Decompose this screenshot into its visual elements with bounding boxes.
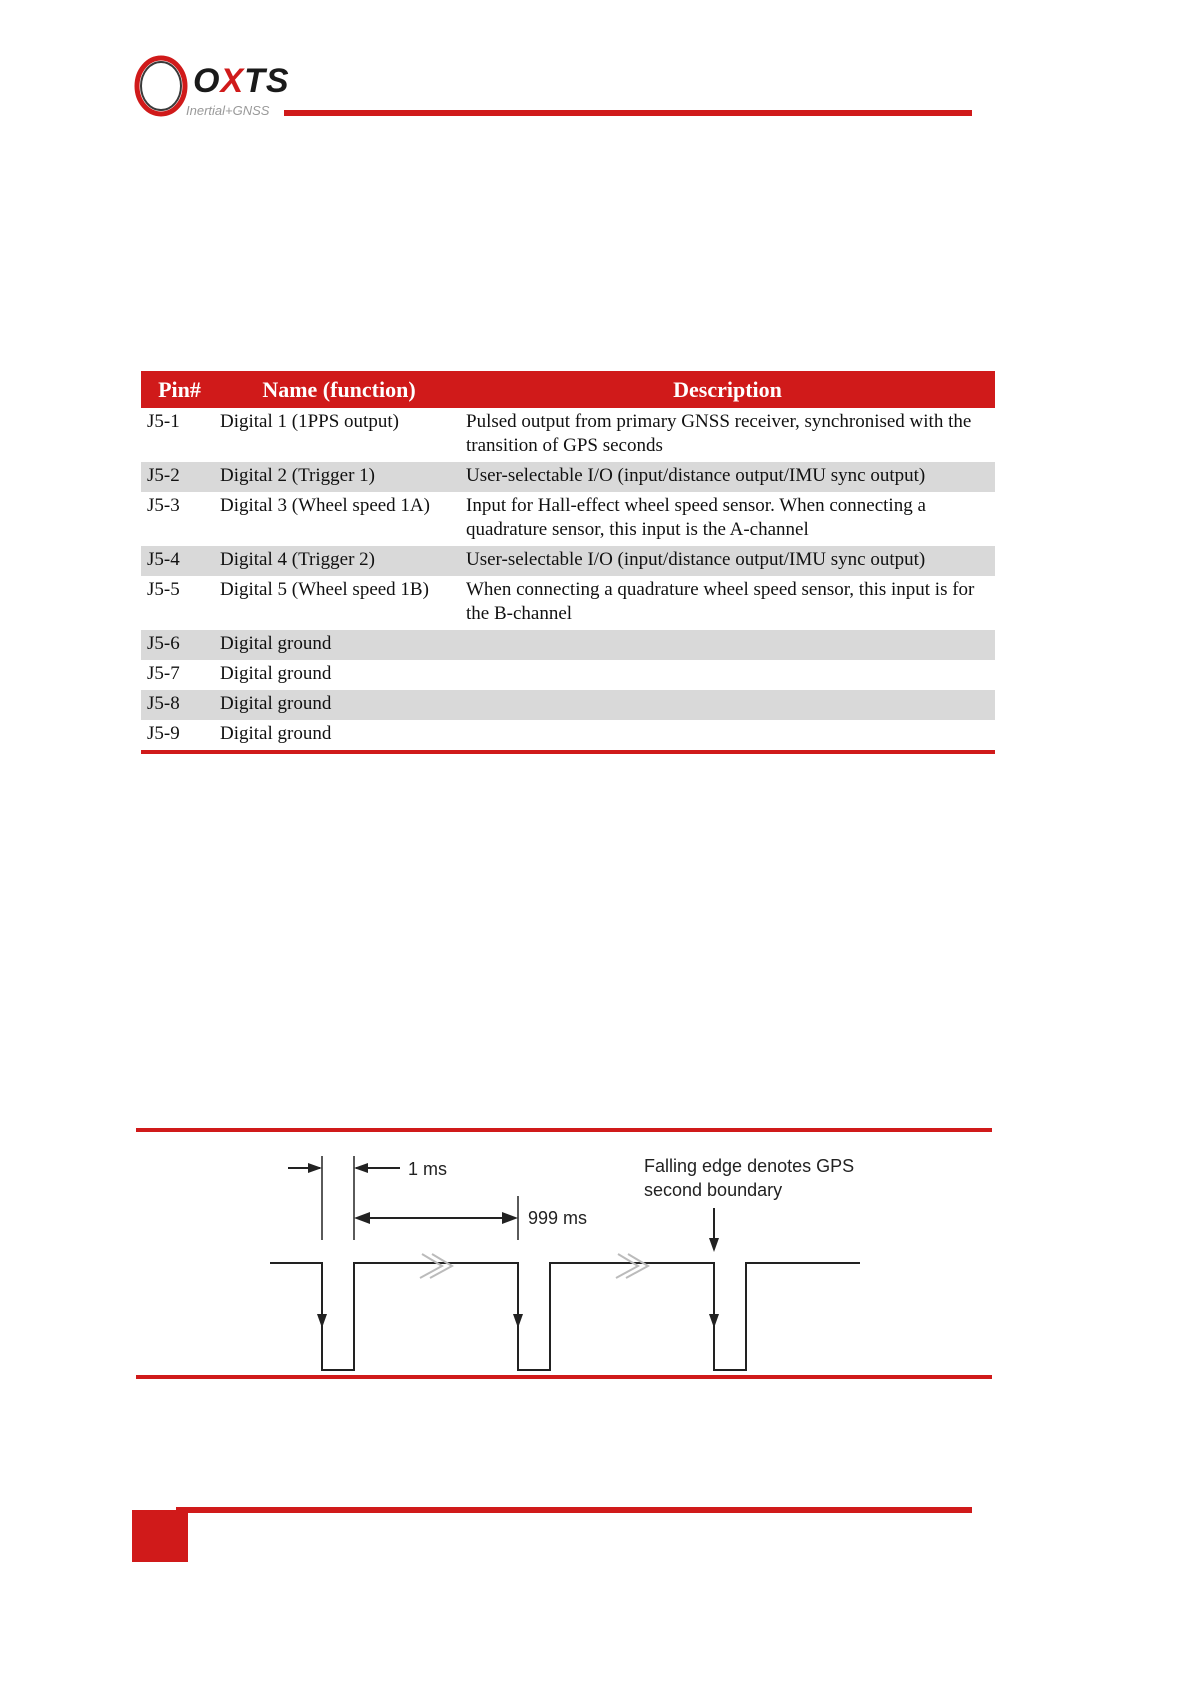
footer-page-block xyxy=(132,1510,188,1562)
cell-name: Digital ground xyxy=(218,690,460,720)
oxts-logo xyxy=(131,52,291,122)
falling-edge-arrow-icon xyxy=(709,1314,719,1328)
cell-pin: J5-3 xyxy=(147,495,180,516)
timing-diagram-svg xyxy=(136,1128,992,1382)
cell-description: User-selectable I/O (input/distance output/IMU sync output) xyxy=(460,546,995,576)
cell-pin: J5-2 xyxy=(141,462,218,492)
diagram-top-rule xyxy=(136,1128,992,1132)
table-row xyxy=(141,660,995,690)
cell-pin: J5-5 xyxy=(147,579,180,600)
cell-description xyxy=(460,660,995,690)
annotation-line-2: second boundary xyxy=(644,1180,783,1200)
logo-wordmark: OXTS xyxy=(193,62,290,100)
header-rule xyxy=(284,110,972,116)
pulse-width-label: 1 ms xyxy=(408,1159,448,1179)
annotation-line-1: Falling edge denotes GPS xyxy=(644,1156,855,1176)
pin-table xyxy=(141,371,995,754)
arrowhead-icon xyxy=(709,1238,719,1252)
table-row xyxy=(141,720,995,752)
cell-pin: J5-4 xyxy=(141,546,218,576)
cell-name: Digital ground xyxy=(218,720,460,752)
cell-description xyxy=(460,690,995,720)
cell-name: Digital 2 (Trigger 1) xyxy=(218,462,460,492)
cell-pin: J5-6 xyxy=(141,630,218,660)
arrowhead-icon xyxy=(354,1212,370,1224)
arrowhead-icon xyxy=(502,1212,518,1224)
arrowhead-icon xyxy=(308,1163,322,1173)
table-row xyxy=(141,630,995,660)
cell-name: Digital 5 (Wheel speed 1B) xyxy=(220,579,429,600)
cell-name: Digital ground xyxy=(218,630,460,660)
cell-description: User-selectable I/O (input/distance output/IMU sync output) xyxy=(460,462,995,492)
arrowhead-icon xyxy=(354,1163,368,1173)
cell-description: Input for Hall-effect wheel speed sensor. When connecting a quadrature sensor, this input is the A-channel xyxy=(466,495,926,540)
pps-waveform xyxy=(270,1263,860,1370)
falling-edge-arrow-icon xyxy=(513,1314,523,1328)
table-row xyxy=(141,546,995,576)
column-header-description: Description xyxy=(460,371,995,408)
cell-description xyxy=(460,720,995,752)
cell-pin: J5-8 xyxy=(141,690,218,720)
column-header-name: Name (function) xyxy=(218,371,460,408)
cell-pin: J5-9 xyxy=(141,720,218,752)
diagram-bottom-rule xyxy=(136,1375,992,1379)
cell-name: Digital ground xyxy=(220,663,332,684)
break-mark-icon xyxy=(420,1254,648,1278)
table-row xyxy=(141,462,995,492)
footer-rule xyxy=(176,1507,972,1513)
table-row xyxy=(141,576,995,630)
logo-subtitle: Inertial+GNSS xyxy=(186,103,270,118)
cell-name: Digital 1 (1PPS output) xyxy=(220,411,399,432)
cell-pin: J5-7 xyxy=(147,663,180,684)
table-row xyxy=(141,690,995,720)
cell-description: When connecting a quadrature wheel speed sensor, this input is for the B-channel xyxy=(466,579,975,624)
period-label: 999 ms xyxy=(528,1208,588,1228)
cell-name: Digital 4 (Trigger 2) xyxy=(218,546,460,576)
column-header-pin: Pin# xyxy=(141,371,218,408)
table-row xyxy=(141,492,995,546)
pps-timing-diagram xyxy=(136,1128,992,1382)
cell-pin: J5-1 xyxy=(147,411,180,432)
cell-description: Pulsed output from primary GNSS receiver, synchronised with the transition of GPS seconds xyxy=(466,411,972,456)
cell-description xyxy=(460,630,995,660)
table-row xyxy=(141,408,995,462)
cell-name: Digital 3 (Wheel speed 1A) xyxy=(220,495,430,516)
falling-edge-arrow-icon xyxy=(317,1314,327,1328)
table-header-row xyxy=(141,371,995,408)
